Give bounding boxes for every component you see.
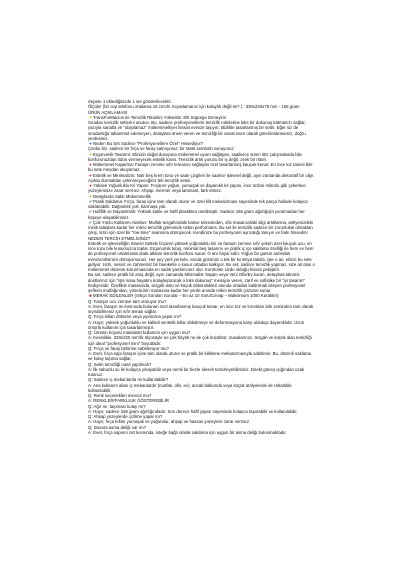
faq-answer: A: Ana kullanım alanı iç mekanlardır (mutfak, ofis, ev), ancak balkonda veya küçük atölyelerde de rahatlıkla kullanılabilir. (88, 382, 292, 393)
detail-item: Hafiflik ve Dayanıklılık: Yüksek kalite ve hafif plastikten üretilmiştir. Sadece 165 gram ağırlığıyla yorulmadan her köşeye ulaşabilirsiniz. (88, 209, 305, 220)
lightning-icon: ✦ (88, 193, 93, 199)
faq-answer: A: Kesinlikle. 330x220 mm'lik ölçüsüyle ne çok büyük ne de çok küçüktür; masalarınızı, tezgah ve küçük alan temizliği için ideal "profesyonel mini" boyuttadır. (88, 335, 312, 346)
pin-icon: ● (89, 162, 92, 167)
section-title: ÜRÜN AÇIKLAMASI (88, 109, 128, 115)
nedenler-paragraph: Estetik ve işlevselliğin Sinesi! Setteki fırçanın yüksek yoğunluklu kılı ve faraşın zemine sıfır çeken özel kauçuk ucu, en ince tozu bile kusursuzca toplar. Ergonomik tutuş, minimal beş tasarımı ve pratik iç içe saklama özelliği ile hem ev hem de profesyonel ortamlarda statü atlatısı temizlik konforu sunar. O anı hayal edin: Yoğun bir günün ardından evinize/ofisinize dönüyorsunuz. Her şey yerli yerinde, ancak gözünüz o tek bir kırıntıya takıldı, işte o an, elinizi bu sete gidiyor. Hızlı, sessiz ve zahmetsiz bir hareketle o kusur ortadan kalkıyor. Bu set, sadece temizlik yapmaz, size ait olan o mükemmel düzenin korunmasında en sadık yardımcınız olur. Kontrolün sizde olduğu hissini pekiştirir. (88, 240, 315, 272)
feature-item: Yüksek Yoğunluklu Kıl Yapısı: Fırçanın yoğun, yumuşak ve dayanıklı kıl yapısı, ince tozları mikrolu gibi çekerken yüzeylerinize zarar vermez. Ahşap, mermer veya laminant, fark etmez. (88, 183, 306, 194)
pin-icon: ● (89, 183, 92, 188)
faq-title: MERAK EDİLENLER (Sıkça Sorulan Sorular – En az 10 Soru/Cevap – Maksimum 1000 Karakter) (93, 293, 279, 299)
detail-title: Detaylarda Saklı Mükemmellik (93, 193, 151, 199)
faq-question: Q: Fırça kılları döküme veya yıpranma yapar mı? (88, 314, 182, 320)
faq-question: Q: Setin temizliği nasıl yapılmalı? (88, 361, 152, 367)
flag-icon: ■ (89, 293, 92, 299)
lightning-icon: ✦ (88, 114, 93, 120)
faq-answer: A: Evet, faraşın ön kısmında bulunan özel tasarlanmış kauçuk kenar, en ince toz ve kırıntıları bile zeminden tam olarak sıyırabilmeniz için sıfır temas sağlar. (88, 303, 314, 314)
faq-answer: A: Evet, fırça sapı faraşın içine tam olarak oturur ve pratik bir kilitleme mekanizmasıyla sabitlenir. Bu, düzenli saklama ve kolay taşıma sağlar. (88, 351, 312, 362)
check-icon: ✔ (88, 209, 93, 215)
faq-question: Q: Ürünün boyutu masaüstü kullanımı için uygun mu? (88, 330, 191, 335)
product-description-document (88, 99, 316, 435)
check-icon: ✔ (88, 198, 93, 204)
faq-answer: A: RENKLER/FARKLILIK GÖSTEREBİLİR (88, 398, 169, 404)
faq-question: Q: Fırça ve faraş birbirine sabitleniyor mu? (88, 345, 169, 351)
faq-question: Q: Sadece iç mekanlarda mı kullanılabilir? (88, 377, 169, 383)
faq-answer: A: İlk sabunlu su ile kolayca yıkayabilir veya nemli bir bezle silerek temizleyebilirsiniz. Direkt güneş ışığından uzak tutunuz. (88, 366, 305, 377)
paragraph-intro: Sıradan temizlik setlerini unutun. Bu, sadece profesyonellerin temizlik rutinlerine lüks bir dokunuş katmanızı sağlar; yazıyla sanatla ve "ulaşılamaz" mükemmelliyet hissini evinize taşıyın, titizlikle tasarlanmış bir settir. Eğer siz de sıradanlığa tahammül edemeyen, detaylara önem veren ve temizliği bir sanat eseri olarak görenlerdenseniz, doğru yerdesiniz. (88, 120, 307, 141)
faq-answer: A: Hayır, fırça kılları yumuşak ve yoğundur, ahşap ve hassas yüzeylere zarar vermez. (88, 419, 251, 425)
faq-question: Q: Duvara asma deliği var mı? (88, 424, 147, 430)
faras-item: Mükemmel Kaparma: Faraşın zemine sıfır temasını sağlayan özel tasarlanmış kauçuk kenar: En ince toz tanesi bile bu sete meydan okuyamaz. (88, 162, 313, 173)
faq-answer: A: Evet, fırça sapının üst kısmında, isteğe bağlı olarak saklama için uygun bir asma deliği bulunmaktadır. (88, 429, 287, 435)
faq-answer: A: Hayır, yüksek yoğunluklu ve kaliteli sentetik kıllar dökülmeye ve deformasyona karşı oldukça dayanıklıdır. Uzun ömürlü kullanım için tasarlanmıştır. (88, 319, 305, 330)
nedenler-title: NEDEN TERCİH ETMELİSİNİZ? (88, 235, 151, 241)
faq-question: Q: Faraşın ucu zemine tam oturuyor mu? (88, 298, 167, 304)
why-paragraph: Çünkü biz, sadece bir fırça ve faraş satmıyoruz; bir statü sembolü sunuyoruz: (88, 146, 235, 152)
faq-question: Q: Renk seçenekleri mevcut mu? (88, 393, 152, 398)
check-icon: ✔ (88, 219, 93, 225)
detail-item: Pratik Saklama: Fırça, faraş içine tam olarak oturur ve özel klit mekanizması sayesinde tek parça halinde kolayca saklanabilir. Dağınıklık yok, karmaşa yok. (88, 198, 308, 209)
why-title: Neden Bu Set Sadece "Profesyonellere Özel" Hissediyor? (93, 141, 204, 146)
ergonomic-item: Ergonomik Tasarım: Elinizin doğal duruşuna mükemmel uyum sağlayan, saatlerce süren titiz çalışmalarda bile konforunuzdan ödün vermeyecek estetik kavis. Temizlik artık yorucu bir iş değil, zevk bir ritüel. (88, 151, 302, 162)
detail-item: Çok Yönlü Kullanım Alanları: Mutfak tezgahındaki kahve telvesinden, ofis masanızdaki silgi artıklarına, atölyenizdeki minik talaşlara kadar her mikro temizlik görevinde üstün performans. Bu set ile temizlik sadece bir zorunluluk olmaktan çıkış, sizin için özel bir "me-time" seansına dönüşecek. Kendinize bu profesyonel ayrıcalığı tanıyın ve farkı hissedin! (88, 219, 314, 236)
feature-item: Estetik ve Minimalizm: Nötr beş krem tonu ve sade çizgileri ile sadece işlevsel değil, aynı zamanda dekoratif bir obje. Açıkta durmaktan çekinmeyeceğiniz tek temizlik setini. (88, 172, 315, 183)
intro-line-2: Ölçüler (bir cep telefonu ortalama 16 cm'dir. Kıyaslamanız için kolaylık değil mi? ) : 330x220x75 mm - 165 gram (88, 104, 300, 110)
intro-line-1: Sepete 1 eklediğinizde 1 set gönderilecektir. (88, 99, 172, 104)
faq-list (88, 299, 316, 436)
faq-answer: A: Hayır, sadece 165 gram ağırlığındadır. Son derece hafif yapısı sayesinde kolayca taşınabilir ve kullanılabilir. (88, 408, 298, 414)
faq-question: Q: Ahşap yüzeylerde çizilme yapar mı? (88, 414, 163, 419)
faq-question: Q: Ağır mı, taşıması kolay mı? (88, 403, 146, 409)
pin-icon: ● (89, 172, 92, 178)
nedenler-paragraph-2: Bu set, sadece pratik bir araç değil, aynı zamanda Minimalist Yaşam veya Veni Ofis/Ev kuran, detaylara takıntılı dostlarınız için "işte sana hayatını kolaylaştıracak o lüks dokunuş" mesajını veren, zarif ve sofistike bir "iyi tasarım" hediyesidir. Özellikle masasında, tezgah üstü ve küçük dökümlükleri anında ortadan kaldırmak isteyen profesyonel şeflerin mutfağından, yöneticinin masasına kadar her yerde anında mikro temizlik çözümü sunar. (88, 272, 306, 293)
tagline: TransForMacion ile Temizlik Ritüelini Yükseltin: Elit Süpürge Deneyimi (93, 114, 226, 120)
star-icon: ✦ (88, 151, 93, 157)
heart-icon: ♥ (89, 141, 92, 146)
